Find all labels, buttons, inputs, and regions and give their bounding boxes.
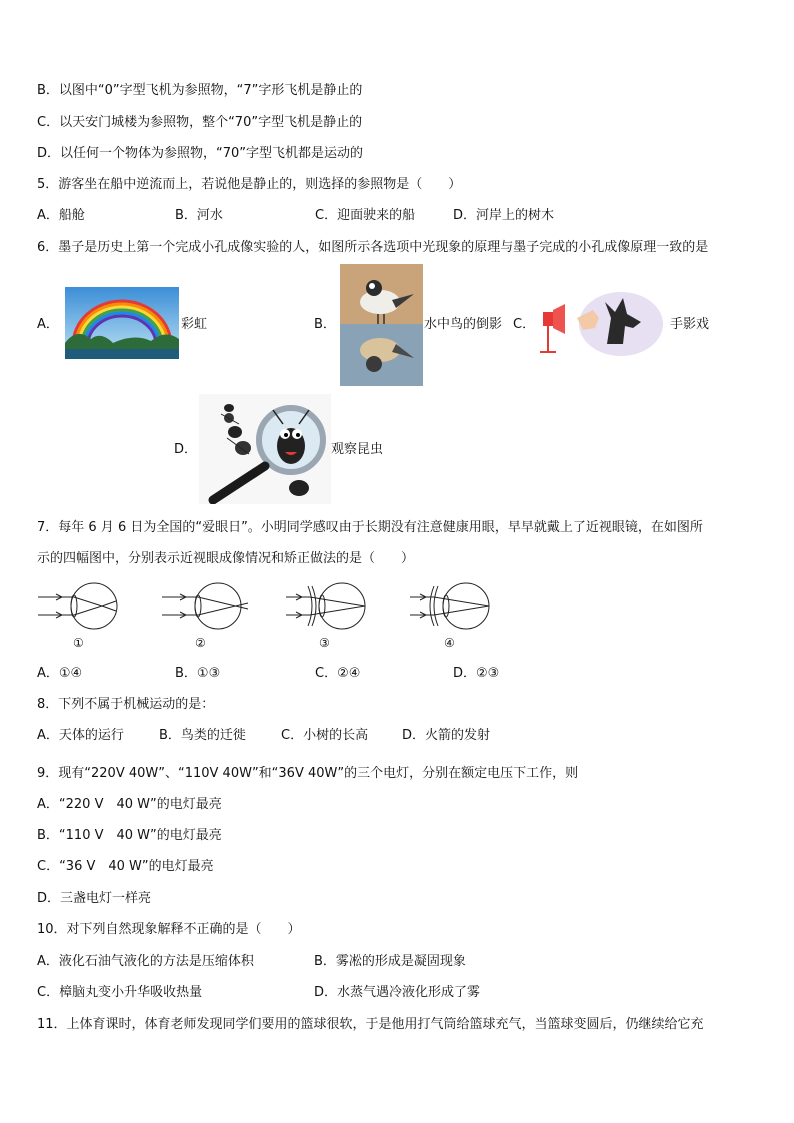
eye-diagram-2	[160, 580, 250, 632]
q8-option-c: C．小树的长高	[281, 728, 369, 743]
q10-option-c: C．樟脑丸变小升华吸收热量	[37, 985, 203, 1000]
hand-shadow-image	[537, 288, 665, 360]
q10-option-d: D．水蒸气遇冷液化形成了雾	[314, 985, 481, 1000]
q7-option-c: C．②④	[315, 666, 361, 681]
q6-option-a-letter: A．	[37, 317, 59, 332]
q6-option-d-caption: 观察昆虫	[331, 442, 384, 457]
eye-diagram-1	[36, 580, 126, 632]
q9-option-b: B．“110 V 40 W”的电灯最亮	[37, 828, 222, 843]
eye-diagram-2-label: ②	[195, 636, 206, 650]
q8-option-d: D．火箭的发射	[402, 728, 491, 743]
q6-option-c-letter: C．	[513, 317, 536, 332]
eye-diagram-3-label: ③	[319, 636, 330, 650]
q8-stem: 8．下列不属于机械运动的是：	[37, 697, 215, 712]
rainbow-image	[65, 287, 179, 359]
eye-diagram-3	[284, 580, 374, 632]
q10-stem: 10．对下列自然现象解释不正确的是（ ）	[37, 922, 301, 937]
magnifier-insect-image	[199, 394, 331, 504]
eye-diagram-1-label: ①	[73, 636, 84, 650]
q5-option-d: D．河岸上的树木	[453, 208, 555, 223]
eye-diagram-4-label: ④	[444, 636, 455, 650]
q7-option-b: B．①③	[175, 666, 221, 681]
q5-stem: 5．游客坐在船中逆流而上，若说他是静止的，则选择的参照物是（ ）	[37, 177, 462, 192]
q5-option-b: B．河水	[175, 208, 223, 223]
q5-option-a: A．船舱	[37, 208, 85, 223]
q10-option-b: B．雾凇的形成是凝固现象	[314, 954, 466, 969]
q9-option-d: D．三盏电灯一样亮	[37, 891, 152, 906]
q6-option-b-letter: B．	[314, 317, 336, 332]
q6-option-a-caption: 彩虹	[181, 317, 208, 332]
q9-option-c: C．“36 V 40 W”的电灯最亮	[37, 859, 214, 874]
q6-option-b-caption: 水中鸟的倒影	[424, 317, 503, 332]
q6-stem: 6．墨子是历史上第一个完成小孔成像实验的人，如图所示各选项中光现象的原理与墨子完成的小孔成像原理一致的是	[37, 240, 709, 255]
q11-stem: 11．上体育课时，体育老师发现同学们要用的篮球很软，于是他用打气筒给篮球充气，当篮球变圆后，仍继续给它充	[37, 1017, 704, 1032]
bird-reflection-image	[340, 264, 423, 386]
q10-option-a: A．液化石油气液化的方法是压缩体积	[37, 954, 254, 969]
q7-option-a: A．①④	[37, 666, 83, 681]
eye-diagram-4	[408, 580, 498, 632]
q7-option-d: D．②③	[453, 666, 500, 681]
q6-option-d-letter: D．	[174, 442, 198, 457]
q7-stem-line2: 示的四幅图中，分别表示近视眼成像情况和矫正做法的是（ ）	[37, 551, 415, 566]
q5-option-c: C．迎面驶来的船	[315, 208, 416, 223]
q4-option-b: B．以图中“0”字型飞机为参照物，“7”字形飞机是静止的	[37, 83, 363, 98]
q6-option-c-caption: 手影戏	[670, 317, 710, 332]
q9-stem: 9．现有“220V 40W”、“110V 40W”和“36V 40W”的三个电灯，分别在额定电压下工作，则	[37, 766, 579, 781]
q7-stem-line1: 7．每年 6 月 6 日为全国的“爱眼日”。小明同学感叹由于长期没有注意健康用眼，早早就戴上了近视眼镜，在如图所	[37, 520, 703, 535]
q8-option-a: A．天体的运行	[37, 728, 124, 743]
q8-option-b: B．鸟类的迁徙	[159, 728, 246, 743]
q9-option-a: A．“220 V 40 W”的电灯最亮	[37, 797, 222, 812]
q4-option-d: D．以任何一个物体为参照物，“70”字型飞机都是运动的	[37, 146, 364, 161]
q4-option-c: C．以天安门城楼为参照物，整个“70”字型飞机是静止的	[37, 115, 363, 130]
